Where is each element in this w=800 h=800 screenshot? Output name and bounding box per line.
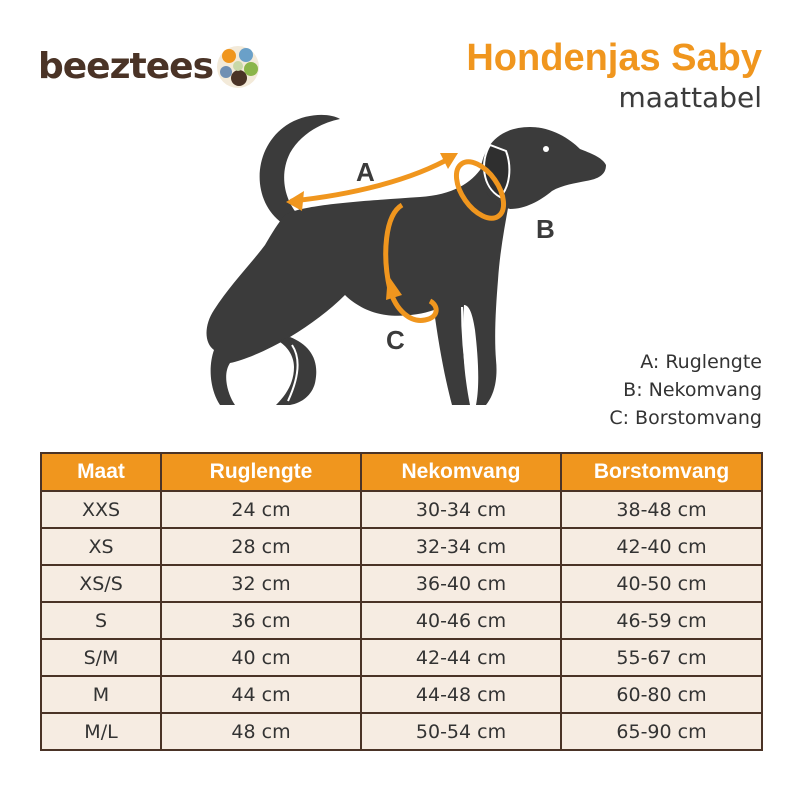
header-maat: Maat [41,453,161,491]
cell-borstomvang: 60-80 cm [561,676,762,713]
header-ruglengte: Ruglengte [161,453,361,491]
table-row [41,528,762,565]
measurement-legend [609,348,762,432]
cell-borstomvang: 46-59 cm [561,602,762,639]
cell-borstomvang: 42-40 cm [561,528,762,565]
cell-ruglengte: 36 cm [161,602,361,639]
cell-ruglengte: 32 cm [161,565,361,602]
cell-maat: XS/S [41,565,161,602]
page-title: Hondenjas Saby [466,37,762,79]
table-row [41,676,762,713]
brand-name: beeztees [38,46,214,87]
cell-maat: XXS [41,491,161,528]
cell-ruglengte: 48 cm [161,713,361,750]
cell-borstomvang: 38-48 cm [561,491,762,528]
cell-nekomvang: 42-44 cm [361,639,561,676]
cell-nekomvang: 44-48 cm [361,676,561,713]
cell-maat: S [41,602,161,639]
cell-maat: M [41,676,161,713]
animal-silhouettes-icon [215,44,261,90]
table-row [41,491,762,528]
table-row [41,713,762,750]
cell-nekomvang: 30-34 cm [361,491,561,528]
cell-ruglengte: 40 cm [161,639,361,676]
cell-ruglengte: 28 cm [161,528,361,565]
title-block [466,36,762,116]
cell-borstomvang: 65-90 cm [561,713,762,750]
table-row [41,602,762,639]
cell-maat: S/M [41,639,161,676]
cell-nekomvang: 50-54 cm [361,713,561,750]
legend-item-a: A: Ruglengte [640,351,762,373]
table-row [41,565,762,602]
cell-ruglengte: 24 cm [161,491,361,528]
cell-nekomvang: 32-34 cm [361,528,561,565]
label-c: C [386,325,405,355]
dog-eye [543,146,549,152]
size-table [40,452,763,751]
cell-ruglengte: 44 cm [161,676,361,713]
label-a: A [356,157,375,187]
cell-maat: M/L [41,713,161,750]
brand-logo [38,44,261,90]
cell-nekomvang: 40-46 cm [361,602,561,639]
dog-silhouette-icon [207,115,607,405]
table-row [41,639,762,676]
cell-nekomvang: 36-40 cm [361,565,561,602]
legend-item-b: B: Nekomvang [623,379,762,401]
dog-measurement-illustration [190,105,610,435]
header-nekomvang: Nekomvang [361,453,561,491]
cell-maat: XS [41,528,161,565]
header-borstomvang: Borstomvang [561,453,762,491]
cell-borstomvang: 55-67 cm [561,639,762,676]
page-subtitle: maattabel [618,81,762,114]
cell-borstomvang: 40-50 cm [561,565,762,602]
label-b: B [536,214,555,244]
legend-item-c: C: Borstomvang [609,407,762,429]
table-header-row [41,453,762,491]
